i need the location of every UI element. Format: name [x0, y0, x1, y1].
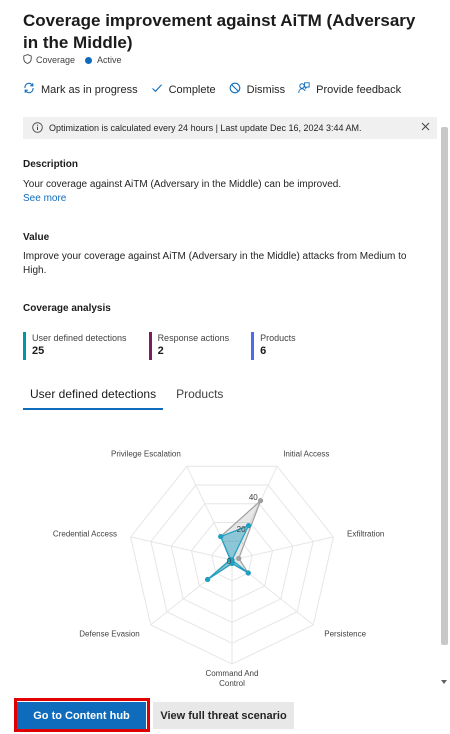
radar-axis-label: Privilege Escalation — [110, 449, 181, 459]
page-title: Coverage improvement against AiTM (Adversary in the Middle) — [23, 11, 416, 52]
checkmark-icon — [151, 82, 169, 97]
radar-axis-label: Exfiltration — [347, 529, 385, 539]
mark-in-progress-label: Mark as in progress — [41, 83, 138, 96]
refresh-icon — [23, 82, 41, 97]
card-products — [251, 332, 296, 360]
complete-button[interactable] — [151, 82, 216, 97]
tab-user-defined-detections[interactable]: User defined detections — [23, 384, 163, 410]
footer-bar — [0, 690, 450, 734]
go-to-content-hub-button[interactable]: Go to Content hub — [17, 702, 146, 729]
card-value: 6 — [260, 345, 267, 357]
banner-text: Optimization is calculated every 24 hours | Last update Dec 16, 2024 3:44 AM. — [49, 123, 362, 133]
see-more-link[interactable]: See more — [23, 193, 67, 204]
prohibited-icon — [229, 82, 247, 97]
dismiss-button[interactable] — [229, 82, 286, 97]
card-label: User defined detections — [32, 333, 127, 343]
tab-list — [23, 384, 236, 410]
view-threat-scenario-button[interactable]: View full threat scenario — [153, 702, 294, 729]
radar-tick-label: 0 — [226, 557, 232, 566]
radar-tick-label: 40 — [248, 493, 258, 503]
scroll-down-arrow-icon[interactable] — [441, 680, 447, 684]
coverage-cards — [23, 332, 318, 360]
radar-tick-label: 20 — [236, 525, 246, 535]
radar-point — [205, 577, 210, 582]
close-icon[interactable] — [420, 121, 431, 134]
description-heading: Description — [23, 159, 79, 170]
provide-feedback-label: Provide feedback — [316, 83, 402, 96]
feedback-icon — [298, 82, 316, 97]
action-bar — [23, 82, 414, 97]
status-label: Active — [97, 55, 122, 65]
provide-feedback-button[interactable] — [298, 82, 401, 97]
card-response-actions — [149, 332, 230, 360]
info-banner — [23, 117, 437, 139]
card-label: Products — [260, 333, 296, 343]
radar-axis-label: Command And Control — [205, 669, 259, 688]
radar-point — [258, 498, 263, 503]
status-dot — [85, 57, 92, 64]
radar-axis-label: Persistence — [324, 629, 367, 639]
radar-point — [246, 570, 251, 575]
coverage-heading: Coverage analysis — [23, 303, 111, 314]
card-user-defined-detections — [23, 332, 127, 360]
radar-point — [246, 523, 251, 528]
complete-label: Complete — [168, 83, 216, 96]
scrollbar-thumb[interactable] — [441, 127, 448, 645]
shield-icon — [23, 54, 32, 66]
mark-in-progress-button[interactable] — [23, 82, 138, 97]
card-label: Response actions — [157, 333, 230, 343]
radar-chart — [40, 436, 410, 688]
value-heading: Value — [23, 232, 50, 243]
radar-axis-label: Defense Evasion — [79, 629, 140, 639]
radar-axis-label: Credential Access — [52, 529, 117, 539]
radar-point — [218, 534, 223, 539]
card-value: 2 — [157, 345, 164, 357]
value-text: Improve your coverage against AiTM (Adversary in the Middle) attacks from Medium to High. — [23, 251, 407, 276]
category-label: Coverage — [36, 55, 76, 65]
description-text: Your coverage against AiTM (Adversary in the Middle) can be improved. — [23, 179, 342, 190]
vertical-scrollbar[interactable] — [438, 117, 450, 690]
radar-axis-label: Initial Access — [283, 449, 330, 459]
dismiss-label: Dismiss — [246, 83, 286, 96]
recommendation-meta — [23, 54, 122, 66]
radar-point — [236, 556, 241, 561]
tab-products[interactable]: Products — [176, 387, 224, 401]
info-icon — [32, 122, 43, 135]
card-value: 25 — [32, 345, 45, 357]
